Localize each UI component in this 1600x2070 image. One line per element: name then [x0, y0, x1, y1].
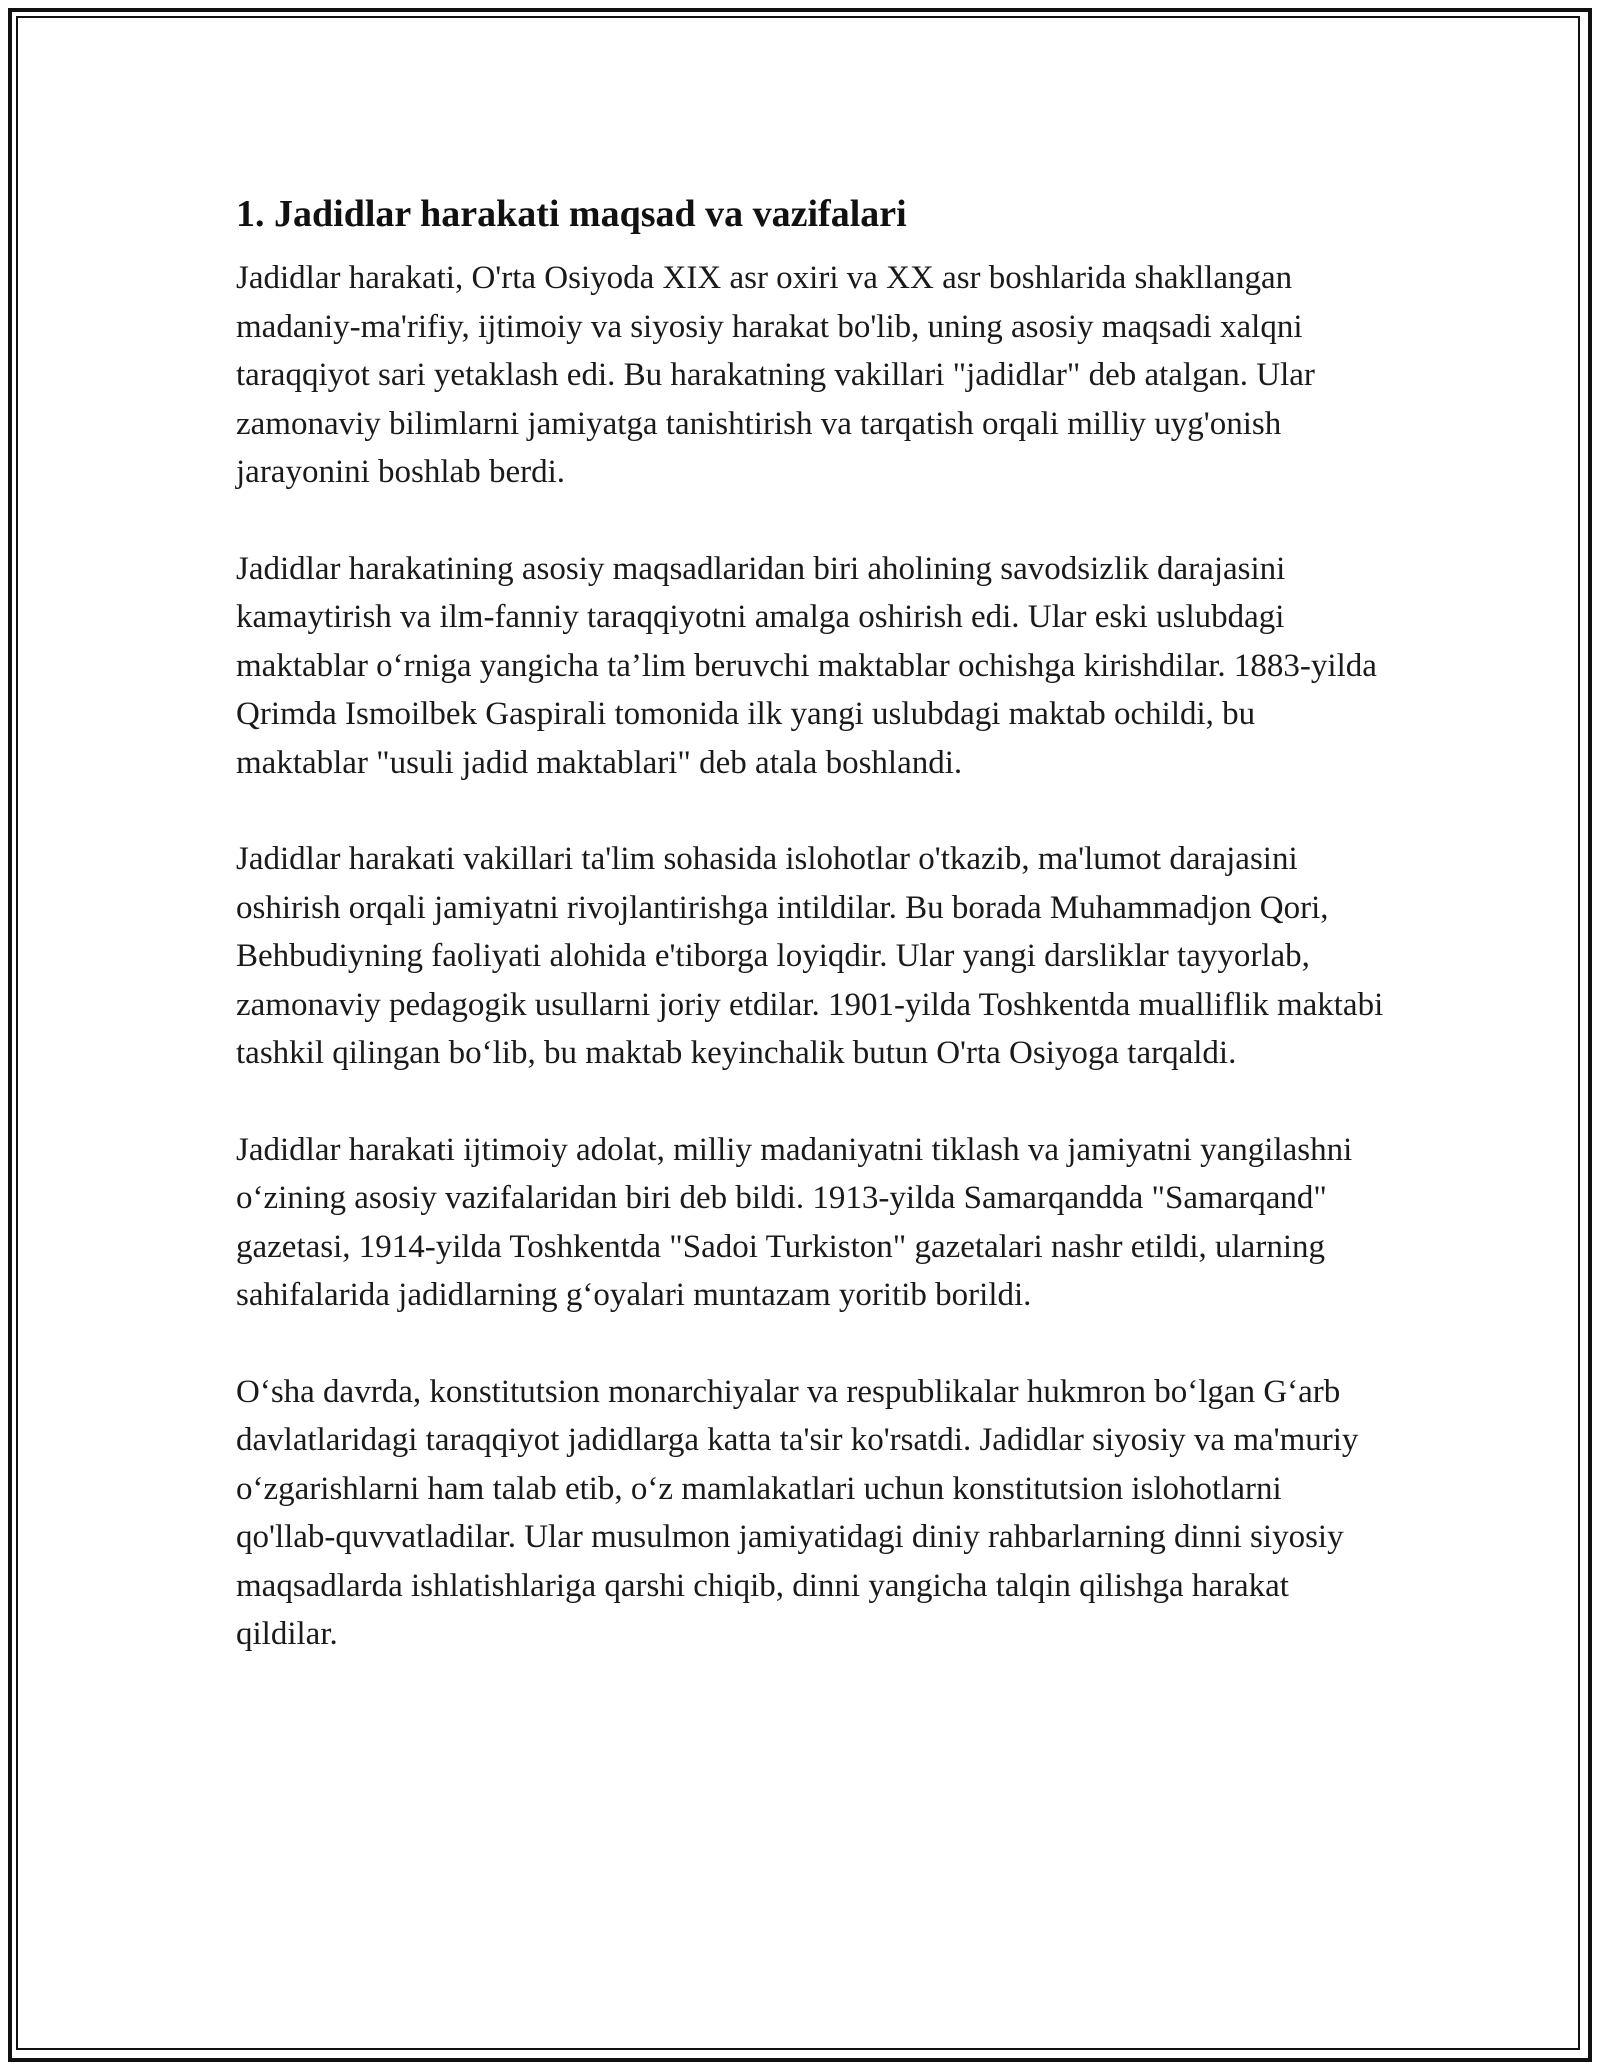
- paragraph-5: O‘sha davrda, konstitutsion monarchiyalar va respublikalar hukmron bo‘lgan G‘arb davlatlaridagi taraqqiyot jadidlarga katta ta'sir ko'rsatdi. Jadidlar siyosiy va ma'muriy o‘zgarishlarni ham talab etib, o‘z mamlakatlari uchun konstitutsion islohotlarni qo'llab-quvvatladilar. Ular musulmon jamiyatidagi diniy rahbarlarning dinni siyosiy maqsadlarda ishlatishlariga qarshi chiqib, dinni yangicha talqin qilishga harakat qildilar.: [236, 1373, 1359, 1652]
- paragraph-3: Jadidlar harakati vakillari ta'lim sohasida islohotlar o'tkazib, ma'lumot darajasini oshirish orqali jamiyatni rivojlantirishga intildilar. Bu borada Muhammadjon Qori, Behbudiyning faoliyati alohida e'tiborga loyiqdir. Ular yangi darsliklar tayyorlab, zamonaviy pedagogik usullarni joriy etdilar. 1901-yilda Toshkentda mualliflik maktabi tashkil qilingan bo‘lib, bu maktab keyinchalik butun O'rta Osiyoga tarqaldi.: [236, 841, 1384, 1071]
- document-body: [236, 188, 1386, 1707]
- paragraph-4: Jadidlar harakati ijtimoiy adolat, milliy madaniyatni tiklash va jamiyatni yangilashni o‘zining asosiy vazifalaridan biri deb bildi. 1913-yilda Samarqandda "Samarqand" gazetasi, 1914-yilda Toshkentda "Sadoi Turkiston" gazetalari nashr etildi, ularning sahifalarida jadidlarning g‘oyalari muntazam yoritib borildi.: [236, 1131, 1353, 1313]
- paragraph-2: Jadidlar harakatining asosiy maqsadlaridan biri aholining savodsizlik darajasini kamaytirish va ilm-fanniy taraqqiyotni amalga oshirish edi. Ular eski uslubdagi maktablar o‘rniga yangicha ta’lim beruvchi maktablar ochishga kirishdilar. 1883-yilda Qrimda Ismoilbek Gaspirali tomonida ilk yangi uslubdagi maktab ochildi, bu maktablar "usuli jadid maktablari" deb atala boshlandi.: [236, 550, 1377, 781]
- paragraph-1: Jadidlar harakati, O'rta Osiyoda XIX asr oxiri va XX asr boshlarida shakllangan madaniy-ma'rifiy, ijtimoiy va siyosiy harakat bo'lib, uning asosiy maqsadi xalqni taraqqiyot sari yetaklash edi. Bu harakatning vakillari "jadidlar" deb atalgan. Ular zamonaviy bilimlarni jamiyatga tanishtirish va tarqatish orqali milliy uyg'onish jarayonini boshlab berdi.: [236, 260, 1315, 490]
- section-heading: 1. Jadidlar harakati maqsad va vazifalari: [236, 193, 907, 235]
